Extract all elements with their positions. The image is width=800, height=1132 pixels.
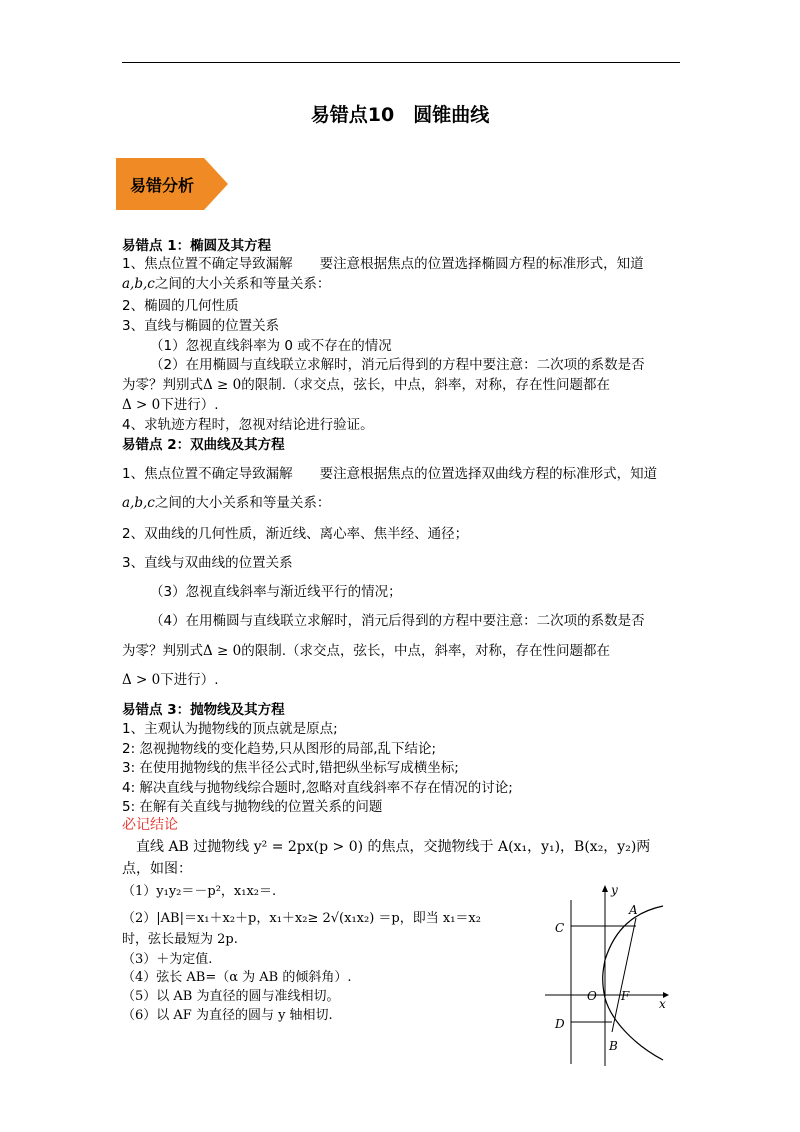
- s2-l33b: 的限制.（求交点，弦长，中点，斜率，对称，存在性问题都在: [241, 643, 611, 659]
- s1-line2: 2、椭圆的几何性质: [122, 298, 239, 314]
- conclusion-c6: （6）以 AF 为直径的圆与 y 轴相切.: [122, 1008, 333, 1023]
- conclusion-heading: 必记结论: [122, 817, 178, 833]
- s1-line3: 3、直线与椭圆的位置关系: [122, 318, 280, 334]
- conclusion-c4: （4）弦长 AB=（α 为 AB 的倾斜角）.: [122, 970, 352, 985]
- conclusion-p1: 直线 AB 过抛物线 y² = 2px(p > 0) 的焦点，交抛物线于 A(x₁，y₁)，B(x₂，y₂)两: [122, 839, 651, 855]
- label-a: A: [629, 903, 638, 917]
- badge-label: 易错分析: [130, 176, 195, 195]
- s2-line3-4: [122, 668, 219, 688]
- s1-line1b: [122, 272, 330, 292]
- s2-delta-gt: Δ > 0: [122, 672, 161, 688]
- label-d: D: [555, 1017, 565, 1031]
- s2-line2: 2、双曲线的几何性质，渐近线、离心率、焦半经、通径；: [122, 526, 469, 542]
- conclusion-c3: （3）＋为定值.: [122, 952, 213, 967]
- s1-delta-ge: Δ ≥ 0: [203, 377, 242, 393]
- conclusion-c2: （2）|AB|＝x₁＋x₂＋p，x₁＋x₂≥ 2√(x₁x₂) ＝p，即当 x₁＝x₂: [122, 911, 481, 926]
- s1-line1b-text: 之间的大小关系和等量关系：: [154, 276, 331, 292]
- conclusion-p2: 点，如图：: [122, 861, 192, 877]
- s1-abc-var: a,b,c: [122, 276, 155, 292]
- s2-l33a: 为零？判别式: [122, 643, 203, 659]
- conclusion-c1: （1）y₁y₂＝－p²，x₁x₂＝.: [122, 884, 277, 899]
- s2-line3-3: [122, 639, 610, 659]
- s1-line3-2: （2）在用椭圆与直线联立求解时，消元后得到的方程中要注意：二次项的系数是否: [150, 357, 645, 373]
- s1-line4: 4、求轨迹方程时，忽视对结论进行验证。: [122, 417, 374, 433]
- s1-line3-3: [122, 373, 610, 393]
- s3-item-1: 1、主观认为抛物线的顶点就是原点;: [122, 721, 338, 737]
- s1-l33b: 的限制.（求交点，弦长，中点，斜率，对称，存在性问题都在: [241, 377, 611, 393]
- s1-line3-4: [122, 393, 219, 413]
- label-f: F: [621, 989, 630, 1003]
- section-badge: [116, 158, 228, 210]
- s2-line1: 1、焦点位置不确定导致漏解 要注意根据焦点的位置选择双曲线方程的标准形式，知道: [122, 466, 658, 482]
- s3-item-3: 3: 在使用抛物线的焦半径公式时,错把纵坐标写成横坐标;: [122, 760, 459, 776]
- s3-item-4: 4: 解决直线与抛物线综合题时,忽略对直线斜率不存在情况的讨论;: [122, 780, 513, 796]
- s1-l34b: 下进行）.: [160, 397, 219, 413]
- label-x: x: [659, 997, 666, 1011]
- s2-delta-ge: Δ ≥ 0: [203, 643, 242, 659]
- label-y: y: [611, 883, 618, 897]
- s1-line3-1: （1）忽视直线斜率为 0 或不存在的情况: [150, 338, 392, 354]
- s3-item-5: 5: 在解有关直线与抛物线的位置关系的问题: [122, 799, 383, 815]
- s2-l34b: 下进行）.: [160, 672, 219, 688]
- s1-line1: 1、焦点位置不确定导致漏解 要注意根据焦点的位置选择椭圆方程的标准形式，知道: [122, 256, 644, 272]
- s2-line1b: [122, 491, 330, 511]
- s2-line1b-text: 之间的大小关系和等量关系：: [154, 495, 331, 511]
- page-title: 易错点10 圆锥曲线: [310, 104, 490, 126]
- label-c: C: [555, 921, 565, 935]
- y-axis-arrow: [602, 885, 608, 892]
- parabola-diagram: [545, 880, 675, 1066]
- s3-item-2: 2: 忽视抛物线的变化趋势,只从图形的局部,乱下结论;: [122, 741, 437, 757]
- header-rule: [122, 62, 680, 63]
- label-o: O: [587, 989, 597, 1003]
- s1-delta-gt: Δ > 0: [122, 397, 161, 413]
- s2-line3: 3、直线与双曲线的位置关系: [122, 555, 293, 571]
- conclusion-c2b: 时，弦长最短为 2p.: [122, 932, 238, 947]
- conclusion-c5: （5）以 AB 为直径的圆与准线相切。: [122, 989, 340, 1004]
- s1-l33a: 为零？判别式: [122, 377, 203, 393]
- s3-heading: 易错点 3：抛物线及其方程: [122, 702, 285, 718]
- s2-abc-var: a,b,c: [122, 495, 155, 511]
- label-b: B: [609, 1039, 618, 1053]
- chord-ab: [612, 918, 636, 1032]
- s1-heading: 易错点 1：椭圆及其方程: [122, 238, 272, 254]
- s2-line3-2: （4）在用椭圆与直线联立求解时，消元后得到的方程中要注意：二次项的系数是否: [150, 613, 645, 629]
- s2-line3-1: （3）忽视直线斜率与渐近线平行的情况；: [150, 584, 402, 600]
- s2-heading: 易错点 2：双曲线及其方程: [122, 437, 285, 453]
- parabola-svg: [545, 880, 675, 1066]
